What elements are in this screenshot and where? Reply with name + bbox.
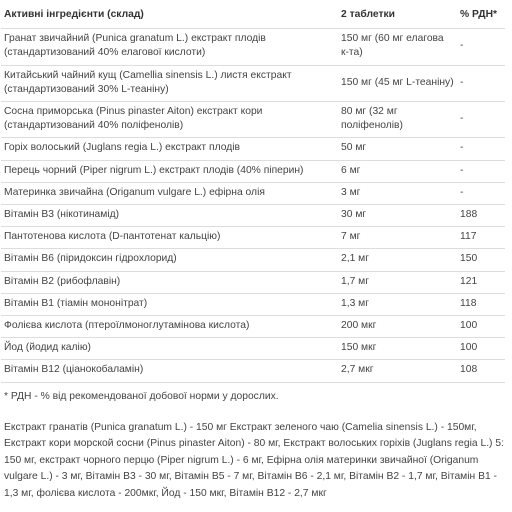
table-row bbox=[1, 182, 505, 204]
cell-rdn: 100 bbox=[457, 316, 505, 338]
cell-rdn: 117 bbox=[457, 227, 505, 249]
cell-rdn: 150 bbox=[457, 249, 505, 271]
cell-dose: 1,3 мг bbox=[338, 293, 457, 315]
cell-ingredient: Гранат звичайний (Punica granatum L.) екстракт плодів (стандартизований 40% елагової кислоти) bbox=[1, 29, 338, 65]
cell-dose: 2,1 мг bbox=[338, 249, 457, 271]
table-row bbox=[1, 360, 505, 382]
cell-rdn: - bbox=[457, 138, 505, 160]
cell-dose: 150 мкг bbox=[338, 338, 457, 360]
cell-ingredient: Фолієва кислота (птероїлмоноглутамінова кислота) bbox=[1, 316, 338, 338]
cell-dose: 50 мг bbox=[338, 138, 457, 160]
footnote: * РДН - % від рекомендованої добової норми у дорослих. bbox=[4, 390, 279, 402]
table-row bbox=[1, 205, 505, 227]
cell-rdn: 108 bbox=[457, 360, 505, 382]
table-row bbox=[1, 138, 505, 160]
header-dose: 2 таблетки bbox=[341, 9, 395, 20]
composition-paragraph: Екстракт гранатів (Punica granatum L.) - 150 мг Екстракт зеленого чаю (Camelia sinensis L.) - 150мг, Екстракт кори морской сосни (Pinus pinaster Aiton) - 80 мг, Екстракт волоських горіхів (Juglans regia L.) 5: 150 мг, екстракт чорного перцю (Piper nigrum L.) - 6 мг, Ефірна олія материнки звичайної (Origanum vulgare L.) - 3 мг, Вітамін В3 - 30 мг, Вітамін В5 - 7 мг, Вітамін В6 - 2,1 мг, Вітамін В2 - 1,7 мг, Вітамін В1 - 1,3 мг, фолієва кислота - 200мкг, Йод - 150 мкг, Вітамін В12 - 2,7 мкг bbox=[4, 421, 504, 499]
cell-dose: 200 мкг bbox=[338, 316, 457, 338]
cell-dose: 7 мг bbox=[338, 227, 457, 249]
table-row bbox=[1, 316, 505, 338]
table-body bbox=[1, 29, 505, 382]
cell-rdn: - bbox=[457, 29, 505, 65]
cell-dose: 150 мг (60 мг елагова к-та) bbox=[338, 29, 457, 65]
cell-ingredient: Китайський чайний кущ (Camellia sinensis L.) листя екстракт (стандартизований 30% L-теаніну) bbox=[1, 65, 338, 101]
cell-ingredient: Вітамін В2 (рибофлавін) bbox=[1, 271, 338, 293]
table-row bbox=[1, 102, 505, 138]
cell-ingredient: Йод (йодид калію) bbox=[1, 338, 338, 360]
cell-dose: 150 мг (45 мг L-теаніну) bbox=[338, 65, 457, 101]
cell-rdn: 118 bbox=[457, 293, 505, 315]
table-row bbox=[1, 65, 505, 101]
cell-dose: 2,7 мкг bbox=[338, 360, 457, 382]
cell-rdn: 121 bbox=[457, 271, 505, 293]
cell-ingredient: Перець чорний (Piper nigrum L.) екстракт плодів (40% піперин) bbox=[1, 160, 338, 182]
cell-rdn: - bbox=[457, 102, 505, 138]
cell-ingredient: Вітамін В12 (ціанокобаламін) bbox=[1, 360, 338, 382]
ingredients-table bbox=[1, 0, 505, 383]
cell-rdn: - bbox=[457, 160, 505, 182]
table-row bbox=[1, 249, 505, 271]
cell-ingredient: Горіх волоський (Juglans regia L.) екстракт плодів bbox=[1, 138, 338, 160]
cell-dose: 6 мг bbox=[338, 160, 457, 182]
cell-ingredient: Сосна приморська (Pinus pinaster Aiton) екстракт кори (стандартизований 40% поліфенолів) bbox=[1, 102, 338, 138]
cell-dose: 1,7 мг bbox=[338, 271, 457, 293]
header-rdn: % РДН* bbox=[460, 9, 498, 20]
header-ingredients: Активні інгредієнти (склад) bbox=[4, 9, 144, 20]
table-row bbox=[1, 338, 505, 360]
cell-rdn: - bbox=[457, 65, 505, 101]
cell-dose: 30 мг bbox=[338, 205, 457, 227]
table-row bbox=[1, 293, 505, 315]
cell-dose: 3 мг bbox=[338, 182, 457, 204]
cell-dose: 80 мг (32 мг поліфенолів) bbox=[338, 102, 457, 138]
cell-ingredient: Вітамін В6 (піридоксин гідрохлорид) bbox=[1, 249, 338, 271]
cell-rdn: 188 bbox=[457, 205, 505, 227]
cell-rdn: - bbox=[457, 182, 505, 204]
table-row bbox=[1, 160, 505, 182]
table-row bbox=[1, 29, 505, 65]
table-row bbox=[1, 227, 505, 249]
cell-ingredient: Пантотенова кислота (D-пантотенат кальцію) bbox=[1, 227, 338, 249]
cell-rdn: 100 bbox=[457, 338, 505, 360]
cell-ingredient: Вітамін В3 (нікотинамід) bbox=[1, 205, 338, 227]
table-header-row bbox=[1, 0, 505, 29]
table-row bbox=[1, 271, 505, 293]
cell-ingredient: Вітамін В1 (тіамін мононітрат) bbox=[1, 293, 338, 315]
cell-ingredient: Материнка звичайна (Origanum vulgare L.) ефірна олія bbox=[1, 182, 338, 204]
